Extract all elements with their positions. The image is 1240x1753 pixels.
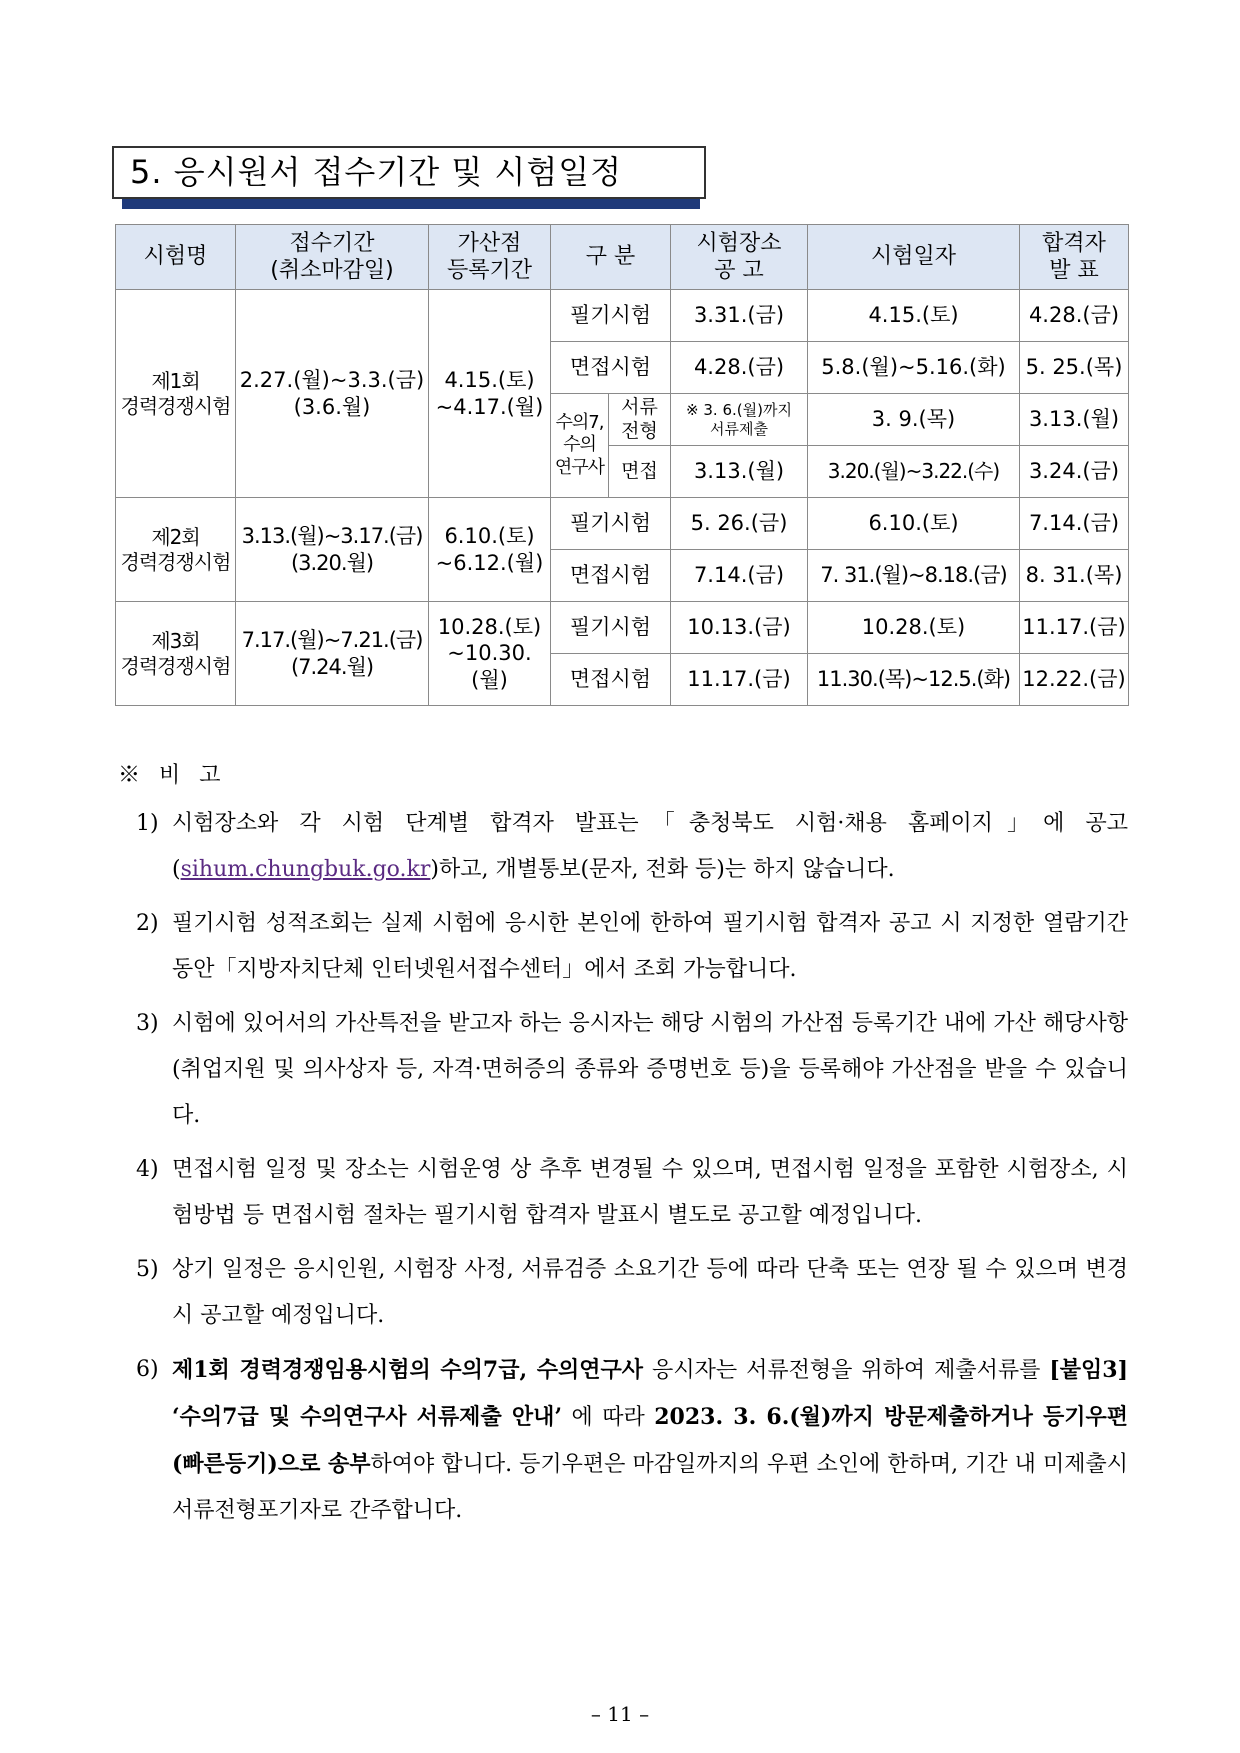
exam3-written-date: 10.28.(토) bbox=[808, 602, 1020, 654]
exam1-written-label: 필기시험 bbox=[551, 290, 671, 342]
exam1-doc-label: 서류 전형 bbox=[609, 394, 671, 446]
note-item bbox=[118, 1347, 1128, 1534]
table-header-row bbox=[116, 225, 1129, 290]
homepage-link[interactable]: sihum.chungbuk.go.kr bbox=[180, 857, 431, 882]
exam3-bonus: 10.28.(토) ~10.30.(월) bbox=[429, 602, 551, 706]
note-number: 4) bbox=[136, 1157, 159, 1182]
table-row bbox=[116, 498, 1129, 550]
exam2-written-venue: 5. 26.(금) bbox=[671, 498, 808, 550]
exam1-doc-date: 3. 9.(목) bbox=[808, 394, 1020, 446]
table-row bbox=[116, 290, 1129, 342]
exam3-written-result: 11.17.(금) bbox=[1020, 602, 1129, 654]
note-text: 상기 일정은 응시인원, 시험장 사정, 서류검증 소요기간 등에 따라 단축 또는 연장 될 수 있으며 변경 시 공고할 예정입니다. bbox=[172, 1257, 1128, 1328]
exam1-vet-interview-date: 3.20.(월)~3.22.(수) bbox=[808, 446, 1020, 498]
note-number: 5) bbox=[136, 1257, 159, 1282]
note-item bbox=[118, 1001, 1128, 1139]
note-text: 시험장소와 각 시험 단계별 합격자 발표는「충청북도 시험·채용 홈페이지」에 공고 (sihum.chungbuk.go.kr)하고, 개별통보(문자, 전화 등)는 하지 않습니다. bbox=[172, 811, 1128, 882]
header-result: 합격자 발 표 bbox=[1020, 225, 1129, 290]
exam3-interview-result: 12.22.(금) bbox=[1020, 654, 1129, 706]
exam3-interview-label: 면접시험 bbox=[551, 654, 671, 706]
exam1-reception: 2.27.(월)~3.3.(금) (3.6.월) bbox=[236, 290, 429, 498]
exam1-written-result: 4.28.(금) bbox=[1020, 290, 1129, 342]
note-item bbox=[118, 1247, 1128, 1339]
notes-heading: ※ 비 고 bbox=[118, 763, 227, 788]
table-row bbox=[116, 602, 1129, 654]
exam3-name: 제3회 경력경쟁시험 bbox=[116, 602, 236, 706]
exam2-reception: 3.13.(월)~3.17.(금) (3.20.월) bbox=[236, 498, 429, 602]
header-category: 구 분 bbox=[551, 225, 671, 290]
exam3-interview-date: 11.30.(목)~12.5.(화) bbox=[808, 654, 1020, 706]
exam2-bonus: 6.10.(토) ~6.12.(월) bbox=[429, 498, 551, 602]
note-number: 6) bbox=[136, 1357, 159, 1382]
exam1-vet-group: 수의7, 수의 연구사 bbox=[551, 394, 609, 498]
note-number: 1) bbox=[136, 811, 159, 836]
exam2-written-result: 7.14.(금) bbox=[1020, 498, 1129, 550]
note-item bbox=[118, 801, 1128, 893]
exam2-written-date: 6.10.(토) bbox=[808, 498, 1020, 550]
exam1-interview-date: 5.8.(월)~5.16.(화) bbox=[808, 342, 1020, 394]
exam1-bonus: 4.15.(토) ~4.17.(월) bbox=[429, 290, 551, 498]
exam1-vet-interview-venue: 3.13.(월) bbox=[671, 446, 808, 498]
exam1-interview-venue: 4.28.(금) bbox=[671, 342, 808, 394]
exam-schedule-table bbox=[115, 224, 1129, 706]
header-date: 시험일자 bbox=[808, 225, 1020, 290]
exam1-interview-result: 5. 25.(목) bbox=[1020, 342, 1129, 394]
exam2-interview-date: 7. 31.(월)~8.18.(금) bbox=[808, 550, 1020, 602]
note-text: 시험에 있어서의 가산특전을 받고자 하는 응시자는 해당 시험의 가산점 등록기간 내에 가산 해당사항(취업지원 및 의사상자 등, 자격·면허증의 종류와 증명번호 등)을 등록해야 가산점을 받을 수 있습니다. bbox=[172, 1011, 1128, 1128]
exam1-name: 제1회 경력경쟁시험 bbox=[116, 290, 236, 498]
header-reception: 접수기간 (취소마감일) bbox=[236, 225, 429, 290]
note-number: 3) bbox=[136, 1011, 159, 1036]
page-number: – 11 – bbox=[590, 1702, 650, 1726]
header-name: 시험명 bbox=[116, 225, 236, 290]
exam2-interview-label: 면접시험 bbox=[551, 550, 671, 602]
exam3-interview-venue: 11.17.(금) bbox=[671, 654, 808, 706]
header-venue: 시험장소 공 고 bbox=[671, 225, 808, 290]
exam1-interview-label: 면접시험 bbox=[551, 342, 671, 394]
note-text: 필기시험 성적조회는 실제 시험에 응시한 본인에 한하여 필기시험 합격자 공고 시 지정한 열람기간 동안「지방자치단체 인터넷원서접수센터」에서 조회 가능합니다. bbox=[172, 911, 1128, 982]
exam2-interview-result: 8. 31.(목) bbox=[1020, 550, 1129, 602]
exam1-doc-venue: ※ 3. 6.(월)까지 서류제출 bbox=[671, 394, 808, 446]
exam1-written-date: 4.15.(토) bbox=[808, 290, 1020, 342]
exam3-reception: 7.17.(월)~7.21.(금) (7.24.월) bbox=[236, 602, 429, 706]
notes-section bbox=[118, 758, 1128, 1542]
note-item bbox=[118, 1147, 1128, 1239]
note-text: 면접시험 일정 및 장소는 시험운영 상 추후 변경될 수 있으며, 면접시험 일정을 포함한 시험장소, 시험방법 등 면접시험 절차는 필기시험 합격자 발표시 별도로 공고할 예정입니다. bbox=[172, 1157, 1128, 1228]
exam2-written-label: 필기시험 bbox=[551, 498, 671, 550]
exam2-name: 제2회 경력경쟁시험 bbox=[116, 498, 236, 602]
section-title: 5. 응시원서 접수기간 및 시험일정 bbox=[112, 146, 706, 199]
note-number: 2) bbox=[136, 911, 159, 936]
exam3-written-label: 필기시험 bbox=[551, 602, 671, 654]
exam1-vet-interview-label: 면접 bbox=[609, 446, 671, 498]
note-text: 제1회 경력경쟁임용시험의 수의7급, 수의연구사 응시자는 서류전형을 위하여 제출서류를 [붙임3] ‘수의7급 및 수의연구사 서류제출 안내’ 에 따라 2023. 3. 6.(월)까지 방문제출하거나 등기우편(빠른등기)으로 송부하여야 합니다. 등기우편은 마감일까지의 우편 소인에 한하며, 기간 내 미제출시 서류전형포기자로 간주합니다. bbox=[172, 1357, 1129, 1523]
exam2-interview-venue: 7.14.(금) bbox=[671, 550, 808, 602]
exam1-vet-interview-result: 3.24.(금) bbox=[1020, 446, 1129, 498]
note-item bbox=[118, 901, 1128, 993]
header-bonus: 가산점 등록기간 bbox=[429, 225, 551, 290]
exam1-doc-result: 3.13.(월) bbox=[1020, 394, 1129, 446]
exam1-written-venue: 3.31.(금) bbox=[671, 290, 808, 342]
section-title-box bbox=[112, 146, 706, 199]
exam3-written-venue: 10.13.(금) bbox=[671, 602, 808, 654]
